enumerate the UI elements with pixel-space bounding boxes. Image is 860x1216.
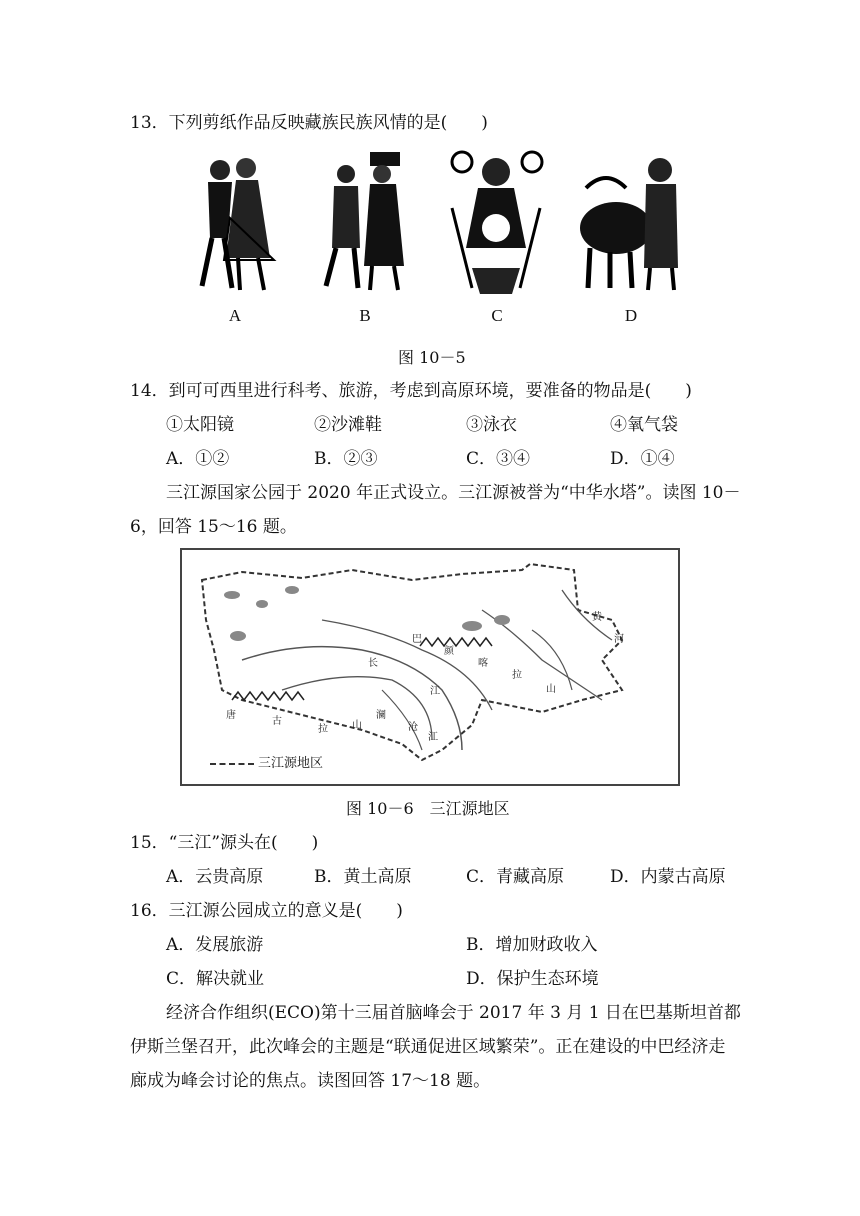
sanjiangyuan-map	[180, 548, 680, 786]
intro-17-18-line1: 经济合作组织(ECO)第十三届首脑峰会于 2017 年 3 月 1 日在巴基斯坦首都	[166, 1003, 741, 1023]
map-label-gu: 古	[272, 716, 282, 727]
q14-option-b[interactable]: B．②③	[314, 449, 378, 469]
intro-15-16-line1: 三江源国家公园于 2020 年正式设立。三江源被誉为“中华水塔”。读图 10－	[166, 483, 741, 503]
intro-17-18-line3: 廊成为峰会讨论的焦点。读图回答 17～18 题。	[130, 1071, 491, 1091]
map-label-huang: 黄	[592, 612, 602, 623]
question-13-stem: 13．下列剪纸作品反映藏族民族风情的是( )	[130, 113, 488, 133]
map-label-la: 拉	[512, 670, 522, 681]
figure-10-5-caption: 图 10－5	[398, 348, 466, 367]
map-label-jiang: 江	[430, 686, 440, 697]
question-15-stem: 15．“三江”源头在( )	[130, 833, 319, 853]
map-label-shan1: 山	[546, 684, 556, 695]
map-label-jiang2: 江	[428, 732, 438, 743]
q16-option-c[interactable]: C．解决就业	[166, 969, 265, 989]
map-label-shan2: 山	[352, 720, 362, 731]
intro-15-16-line2: 6，回答 15～16 题。	[130, 517, 297, 537]
q14-item-3: ③泳衣	[466, 415, 517, 435]
legend-dashed-line	[210, 763, 254, 765]
figure-label-d: D	[624, 306, 638, 325]
q15-option-c[interactable]: C．青藏高原	[466, 867, 565, 887]
q14-option-c[interactable]: C．③④	[466, 449, 531, 469]
map-label-cang: 沧	[408, 722, 418, 733]
q14-item-4: ④氧气袋	[610, 415, 678, 435]
question-16-stem: 16．三江源公园成立的意义是( )	[130, 901, 403, 921]
map-label-he: 河	[614, 634, 624, 645]
papercut-b-image	[310, 148, 418, 298]
map-label-tang: 唐	[226, 710, 236, 721]
papercut-a-image	[180, 148, 288, 298]
figure-label-c: C	[491, 306, 503, 325]
q14-option-a[interactable]: A．①②	[166, 449, 230, 469]
question-14-stem: 14．到可可西里进行科考、旅游，考虑到高原环境，要准备的物品是( )	[130, 381, 692, 401]
map-label-ka: 喀	[478, 658, 488, 669]
intro-17-18-line2: 伊斯兰堡召开，此次峰会的主题是“联通促进区域繁荣”。正在建设的中巴经济走	[130, 1037, 726, 1057]
map-label-ba: 巴	[412, 634, 422, 645]
q15-option-d[interactable]: D．内蒙古高原	[610, 867, 726, 887]
map-label-la2: 拉	[318, 724, 328, 735]
figure-label-a: A	[228, 306, 242, 325]
map-legend	[210, 752, 323, 771]
q14-item-2: ②沙滩鞋	[314, 415, 382, 435]
map-label-yan: 颜	[444, 646, 454, 657]
q15-option-b[interactable]: B．黄土高原	[314, 867, 412, 887]
q16-option-d[interactable]: D．保护生态环境	[466, 969, 599, 989]
papercut-d-image	[576, 148, 684, 298]
figure-label-b: B	[359, 306, 371, 325]
legend-label: 三江源地区	[258, 756, 324, 771]
q16-option-b[interactable]: B．增加财政收入	[466, 935, 598, 955]
map-label-lan: 澜	[376, 710, 386, 721]
q16-option-a[interactable]: A．发展旅游	[166, 935, 264, 955]
q14-item-1: ①太阳镜	[166, 415, 234, 435]
papercut-c-image	[442, 148, 550, 298]
map-label-chang: 长	[368, 658, 378, 669]
q15-option-a[interactable]: A．云贵高原	[166, 867, 264, 887]
q14-option-d[interactable]: D．①④	[610, 449, 675, 469]
papercut-figures	[170, 148, 690, 328]
map-drawing	[182, 550, 678, 784]
figure-10-6-caption: 图 10－6 三江源地区	[346, 799, 510, 818]
